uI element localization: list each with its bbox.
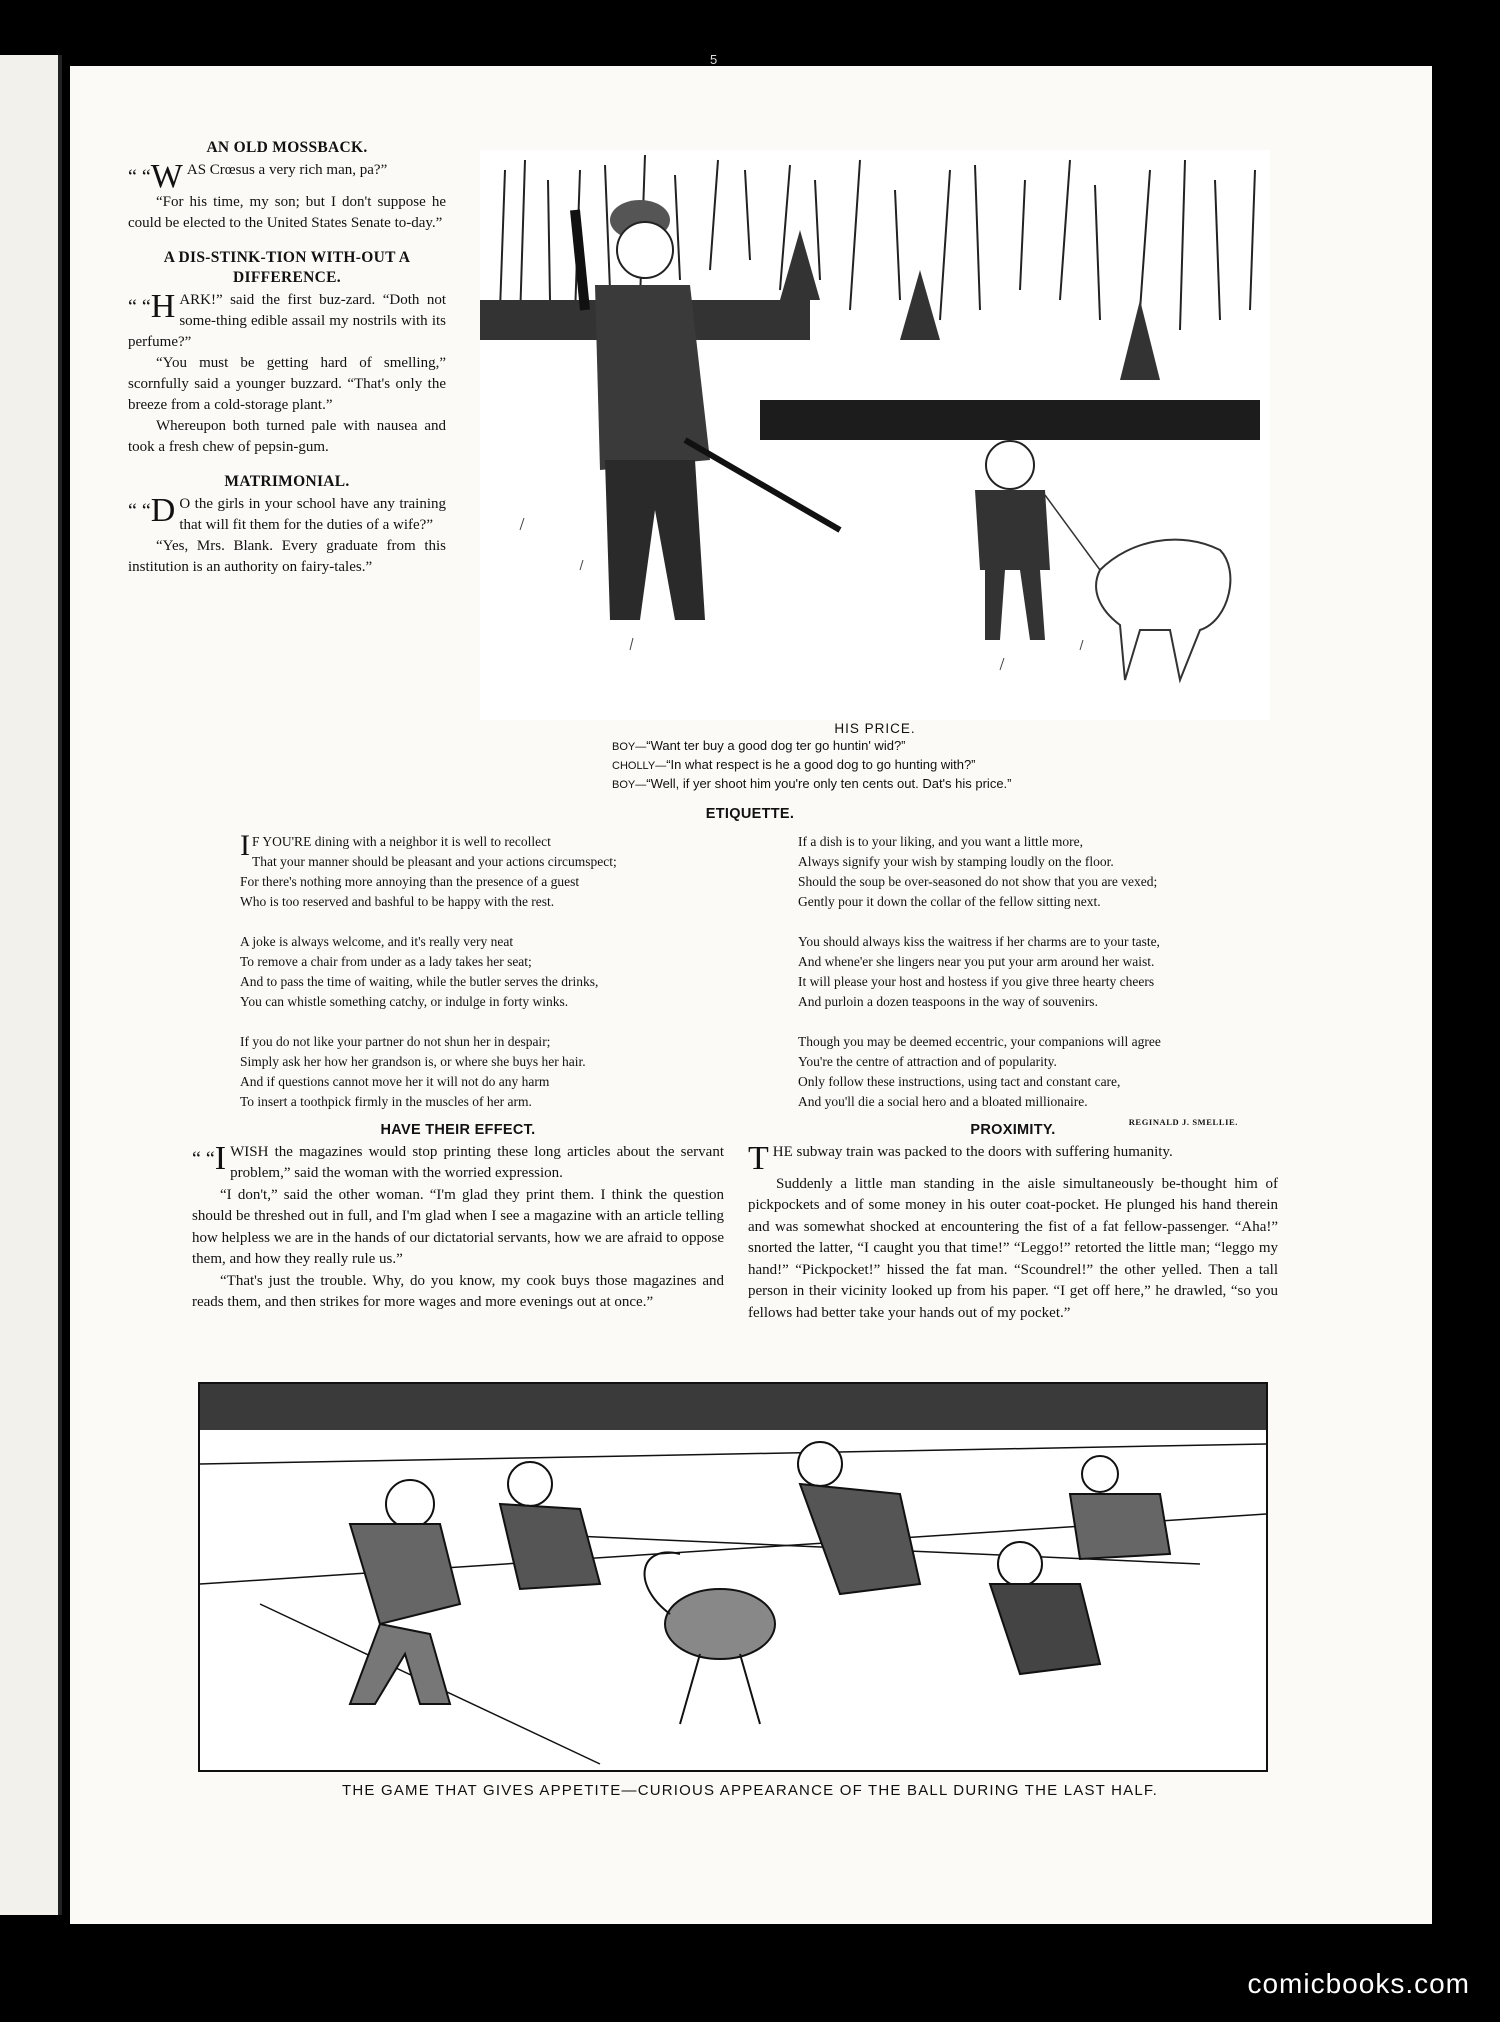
drop-cap: “ “W [128,158,183,195]
dog-figure [1045,495,1230,680]
player-figure [500,1462,600,1589]
drop-cap: “ “D [128,492,176,529]
story-paragraph: Suddenly a little man standing in the aisle simultaneously be-thought him of pickpockets and of some money in his outer coat-pocket. He plunged his hand therein and was somewhat shocked at encountering the fist of a fat fellow-passenger. “Aha!” snorted the latter, “I caught you that time!” “Leggo!” retorted the little man; “leggo my hand!” “Pickpocket!” hissed the fat man. “Scoundrel!” the other yelled. Then a tall person in their vicinity looked up from his paper. “I get off here,” he drawled, “so you fellows had better take your hands out of my pocket.” [748,1175,1278,1321]
dialogue-line: BOY—“Want ter buy a good dog ter go huntin' wid?” [612,738,906,753]
joke-matrimonial [128,472,446,578]
football-scene-drawing [200,1384,1266,1770]
matrimonial-question: O the girls in your school have any training that will fit them for the duties of a wife?” [179,496,446,533]
have-their-effect-story [192,1120,724,1314]
story-paragraph: “That's just the trouble. Why, do you know, my cook buys those magazines and reads them, and then strikes for more wages and more evenings out at once.” [192,1272,724,1310]
proximity-story [748,1120,1278,1324]
etiquette-title: ETIQUETTE. [705,806,795,822]
stanza: Though you may be deemed eccentric, your companions will agree You're the centre of attraction and of popularity. Only follow these instructions, using tact and constant care, And you'll die a social hero and a bloated millionaire. [798,1034,1161,1109]
story-paragraph: HE subway train was packed to the doors with suffering humanity. [772,1143,1173,1160]
his-price-caption [480,720,1270,794]
hunting-illustration [480,150,1270,720]
story-paragraph: WISH the magazines would stop printing these long articles about the servant problem,” said the woman with the worried expression. [230,1143,724,1181]
boy-figure [975,441,1050,640]
left-text-column [128,138,446,578]
stanza: You should always kiss the waitress if her charms are to your taste, And whene'er she lingers near you put your arm around her waist. It will please your host and hostess if you give three hearty cheers And purloin a dozen teaspoons in the way of souvenirs. [798,934,1160,1009]
dis-stink-tion-p1: ARK!” said the first buz-zard. “Doth not some-thing edible assail my nostrils with its perfume?” [128,292,446,350]
player-figure [350,1480,460,1704]
left-page-edge [0,55,62,1915]
etiquette-left-column [240,829,770,1132]
stanza: If you do not like your partner do not shun her in despair; Simply ask her how her grandson is, or where she buys her hair. And if questions cannot move her it will not do any harm To insert a toothpick firmly in the muscles of her arm. [240,1034,586,1109]
dis-stink-tion-p3: Whereupon both turned pale with nausea and took a fresh chew of pepsin-gum. [128,418,446,455]
heading-matrimonial: MATRIMONIAL. [224,473,350,490]
heading-have-their-effect: HAVE THEIR EFFECT. [380,1122,536,1138]
drop-cap: “ “H [128,288,176,325]
drop-cap: I [240,829,250,862]
joke-an-old-mossback [128,138,446,234]
matrimonial-answer: “Yes, Mrs. Blank. Every graduate from this institution is an authority on fairy-tales.” [128,538,446,575]
stanza: A joke is always welcome, and it's really very neat To remove a chair from under as a lady takes her seat; And to pass the time of waiting, while the butler serves the drinks, You can whistle something catchy, or indulge in forty winks. [240,934,599,1009]
drop-cap: T [748,1139,769,1177]
mossback-question: AS Crœsus a very rich man, pa?” [186,162,388,178]
stanza: I F YOU'RE dining with a neighbor it is well to recollect That your manner should be pleasant and your actions circumspect; For there's nothing more annoying than the presence of a guest Who is too reserved and bashful to be happy with the rest. [240,829,617,909]
mossback-answer: “For his time, my son; but I don't suppose he could be elected to the United States Senate to-day.” [128,194,446,231]
football-caption: THE GAME THAT GIVES APPETITE—CURIOUS APPEARANCE OF THE BALL DURING THE LAST HALF. [342,1782,1158,1799]
etiquette-author: REGINALD J. SMELLIE. [1128,1117,1238,1127]
dialogue-line: CHOLLY—“In what respect is he a good dog to go hunting with?” [612,757,976,772]
player-figure [798,1442,1170,1674]
hunting-scene-drawing [480,150,1270,720]
page-number: 5 [710,52,718,67]
heading-proximity: PROXIMITY. [970,1122,1056,1138]
drop-cap: “ “I [192,1139,227,1177]
watermark-text: comicbooks.com [1247,1968,1470,1999]
his-price-title: HIS PRICE. [834,721,916,736]
dis-stink-tion-p2: “You must be getting hard of smelling,” scornfully said a younger buzzard. “That's only the breeze from a cold-storage plant.” [128,355,446,413]
heading-dis-stink-tion: A DIS-STINK-TION WITH-OUT A DIFFERENCE. [163,249,411,286]
turkey-ball-figure [645,1552,775,1724]
heading-an-old-mossback: AN OLD MOSSBACK. [206,139,368,156]
football-illustration [198,1382,1268,1772]
joke-dis-stink-tion [128,248,446,458]
stanza: If a dish is to your liking, and you want a little more, Always signify your wish by stamping loudly on the floor. Should the soup be over-seasoned do not show that you are vexed; Gently pour it down the collar of the fellow sitting next. [798,834,1158,909]
story-paragraph: “I don't,” said the other woman. “I'm glad they print them. I think the question should be threshed out in full, and I'm glad when I see a magazine with an article telling how helpless we are in the hands of our dictatorial servants, how we are afraid to oppose them, and how they really rule us.” [192,1186,724,1267]
dialogue-line: BOY—“Well, if yer shoot him you're only ten cents out. Dat's his price.” [612,776,1012,791]
etiquette-right-column [798,832,1238,1132]
